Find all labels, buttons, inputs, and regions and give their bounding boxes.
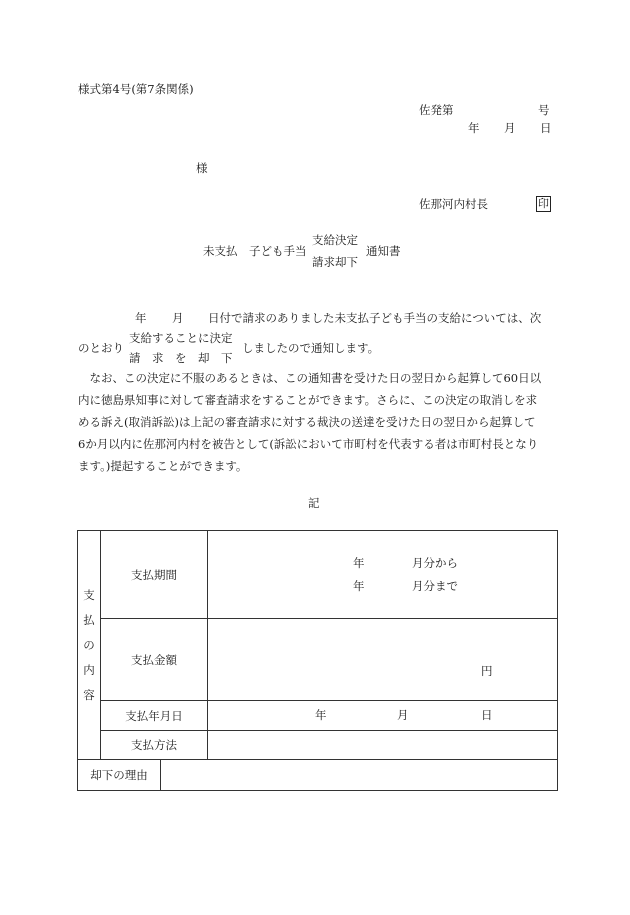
form-number: 様式第4号(第7条関係) (78, 82, 194, 96)
title-left: 未支払 子ども手当 (203, 244, 307, 258)
issue-number-suffix: 号 (538, 103, 550, 117)
issuer-name: 佐那河内村長 (419, 197, 488, 211)
payment-amount-value[interactable] (208, 619, 558, 701)
payment-method-label: 支払方法 (101, 731, 208, 760)
body-para2-line: 内に徳島県知事に対して審査請求をすることができます。さらに、この決定の取消しを求 (78, 393, 538, 407)
period-from-text: 月分から (412, 556, 458, 570)
rejection-reason-value[interactable] (161, 760, 558, 791)
date-day: 日 (540, 121, 552, 135)
body-line2-stack-bottom: 請 求 を 却 下 (129, 351, 233, 365)
payment-details-table (77, 530, 558, 791)
date-month: 月 (504, 121, 516, 135)
recipient-suffix: 様 (196, 161, 208, 175)
payment-date-label: 支払年月日 (101, 701, 208, 731)
payment-method-value[interactable] (208, 731, 558, 760)
payment-content-label: 支 払 の 内 容 (78, 531, 101, 760)
body-line2-suffix: しましたので通知します。 (242, 341, 380, 355)
payment-amount-label: 支払金額 (101, 619, 208, 701)
body-para2-line: なお、この決定に不服のあるときは、この通知書を受けた日の翌日から起算して60日以 (78, 371, 542, 385)
payment-date-value[interactable] (208, 701, 558, 731)
body-para2-line: ます。)提起することができます。 (78, 459, 248, 473)
amount-unit: 円 (481, 664, 493, 678)
payment-date-year: 年 (315, 708, 327, 722)
body-para2-line: める訴え(取消訴訟)は上記の審査請求に対する裁決の送達を受けた日の翌日から起算して (78, 415, 536, 429)
date-year: 年 (468, 121, 480, 135)
payment-date-day: 日 (481, 708, 493, 722)
period-to-year: 年 (353, 579, 365, 593)
body-line2-stack-top: 支給することに決定 (129, 331, 233, 345)
ki-heading: 記 (308, 496, 320, 510)
title-stack-bottom: 請求却下 (312, 255, 358, 269)
payment-period-value[interactable] (208, 531, 558, 619)
seal-text: 印 (538, 197, 549, 210)
body-line2-prefix: のとおり (78, 341, 124, 355)
issue-number-prefix: 佐発第 (419, 103, 454, 117)
title-stack-top: 支給決定 (312, 233, 358, 247)
seal-mark (536, 196, 551, 212)
payment-period-label: 支払期間 (101, 531, 208, 619)
body-line1-text: 日付で請求のありました未支払子ども手当の支給については、次 (208, 311, 542, 325)
title-right: 通知書 (366, 244, 401, 258)
period-from-year: 年 (353, 556, 365, 570)
body-year: 年 (135, 311, 147, 325)
rejection-reason-label: 却下の理由 (78, 760, 161, 791)
payment-date-month: 月 (397, 708, 409, 722)
body-month: 月 (172, 311, 184, 325)
period-to-text: 月分まで (412, 579, 458, 593)
body-para2-line: 6か月以内に佐那河内村を被告として(訴訟において市町村を代表する者は市町村長となり (78, 437, 539, 451)
